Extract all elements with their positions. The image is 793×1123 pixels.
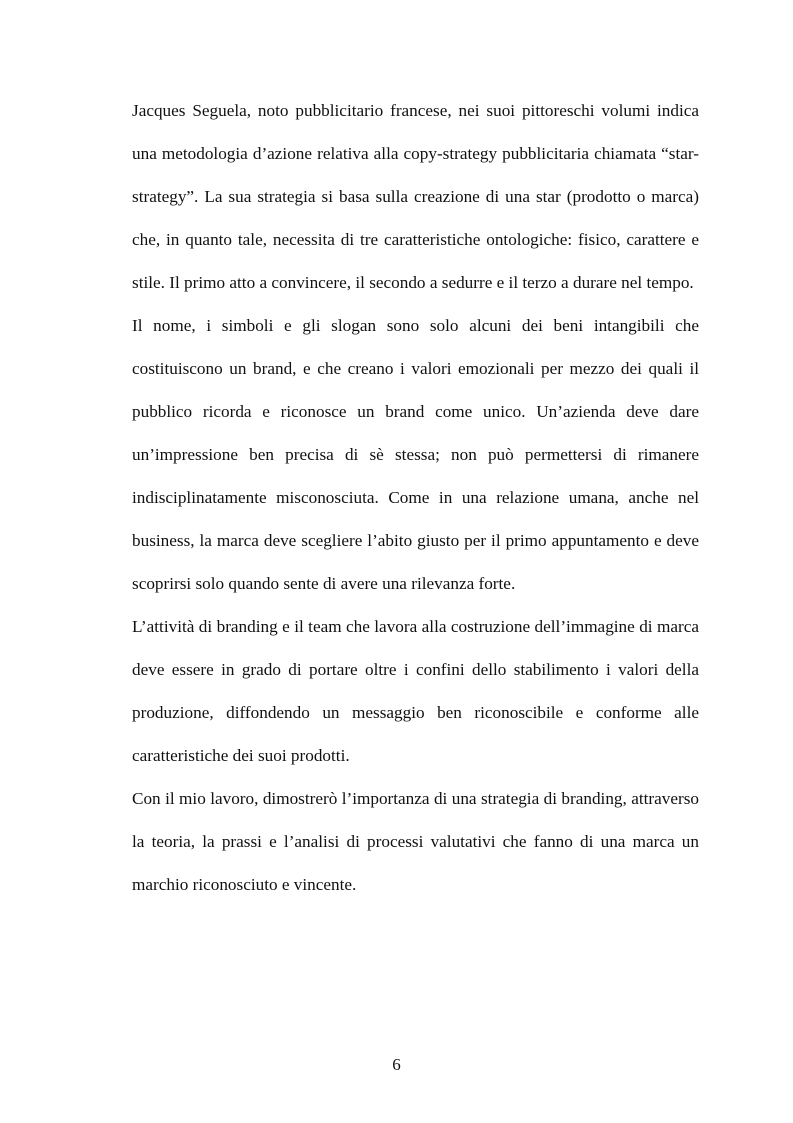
paragraph-branding-team: L’attività di branding e il team che lavora alla costruzione dell’immagine di marca deve essere in grado di portare oltre i confini dello stabilimento i valori della produzione, diffondendo un messaggio ben riconoscibile e conforme alle caratteristiche dei suoi prodotti. (132, 617, 699, 765)
paragraph-star-strategy: Jacques Seguela, noto pubblicitario francese, nei suoi pittoreschi volumi indica una metodologia d’azione relativa alla copy-strategy pubblicitaria chiamata “star-strategy”. La sua strategia si basa sulla creazione di una star (prodotto o marca) che, in quanto tale, necessita di tre caratteristiche ontologiche: fisico, carattere e stile. Il primo atto a convincere, il secondo a sedurre e il terzo a durare nel tempo. (132, 101, 699, 292)
paragraph-thesis-purpose: Con il mio lavoro, dimostrerò l’importanza di una strategia di branding, attraverso la teoria, la prassi e l’analisi di processi valutativi che fanno di una marca un marchio riconosciuto e vincente. (132, 789, 699, 894)
page-number: 6 (392, 1055, 401, 1074)
body-text (132, 89, 699, 906)
paragraph-intangible-assets: Il nome, i simboli e gli slogan sono solo alcuni dei beni intangibili che costituiscono un brand, e che creano i valori emozionali per mezzo dei quali il pubblico ricorda e riconosce un brand come unico. Un’azienda deve dare un’impressione ben precisa di sè stessa; non può permettersi di rimanere indisciplinatamente misconosciuta. Come in una relazione umana, anche nel business, la marca deve scegliere l’abito giusto per il primo appuntamento e deve scoprirsi solo quando sente di avere una rilevanza forte. (132, 316, 699, 593)
